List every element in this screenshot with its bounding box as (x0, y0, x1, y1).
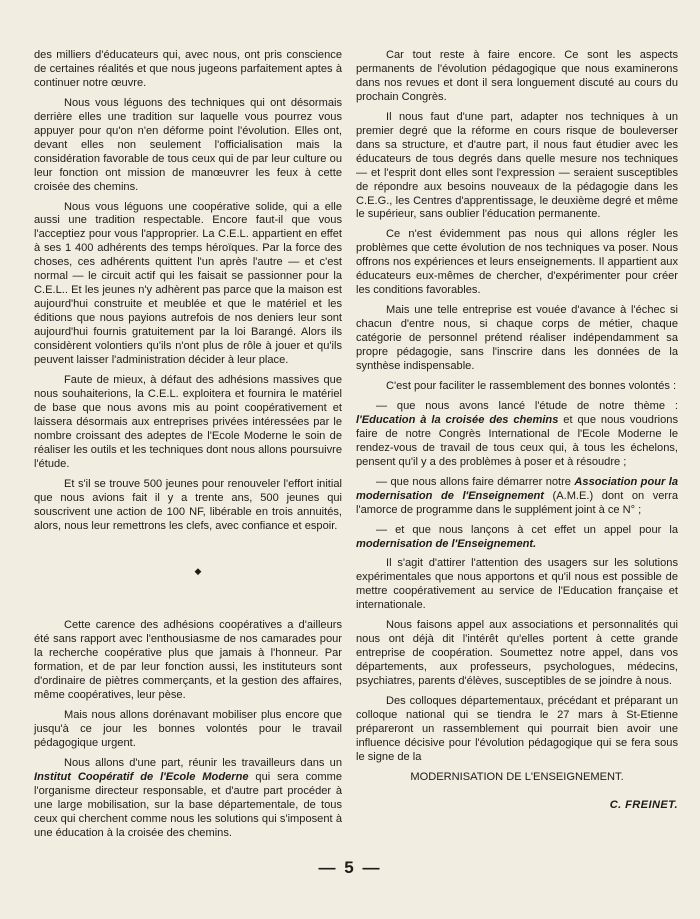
paragraph: C'est pour faciliter le rassemblement des bonnes volontés : (386, 379, 677, 392)
page-number: — 5 — (318, 858, 382, 877)
paragraph: Mais une telle entreprise est vouée d'avance à l'échec si chacun d'entre nous, si chaque corps de métier, chaque catégorie de personnel prétend réaliser indépendamment sa propre pédagogie, sans l'inscrire dans les données de la synthèse indispensable. (356, 304, 678, 373)
closing-caps-line: MODERNISATION DE L'ENSEIGNEMENT. (410, 770, 624, 783)
paragraph: Nous vous léguons une coopérative solide, qui a elle aussi une tradition respectable. Encore faut-il que vous l'acceptiez pour vous l'approprier. La C.E.L. appartient en effet à ses 1 400 adhérents des temps héroïques. Par la force des choses, ces adhérents quittent l'un après l'autre — et c'est normal — le circuit actif qui les faisait se passionner pour la C.E.L.. Et les jeunes n'y adhèrent pas parce que la maison est aujourd'hui construite et meublée et que le matériel et les éditions que nous payions autrefois de nos deniers leur sont aujourd'hui fournis gratuitement par la loi Barangé. Alors ils considèrent volontiers qu'ils n'ont plus de rôle à jouer et qu'ils peuvent laisser l'administration décider à leur place. (34, 200, 342, 367)
paragraph: Des colloques départementaux, précédant et préparant un colloque national qui se tiendra le 27 mars à St-Etienne prépareront un rassemblement qui pourrait bien avoir une influence décisive pour l'évolution pédagogique qui se fera sous le signe de la (356, 695, 678, 763)
institute-name: Institut Coopératif de l'Ecole Moderne (34, 770, 249, 783)
paragraph: Nous faisons appel aux associations et personnalités qui nous ont déjà dit l'intérêt qu'elles portent à cette grande entreprise de coopération. Soumettez notre appel, dans vos départements, aux professeurs, psychologues, médecins, psychiatres, parents d'élèves, susceptibles de se joindre à nous. (356, 619, 678, 688)
theme-title: l'Education à la croisée des chemins (356, 413, 559, 426)
paragraph: Car tout reste à faire encore. Ce sont les aspects permanents de l'évolution pédagogique que nous examinerons dans nos revues et dont il sera longuement discuté au cours du prochain Congrès. (356, 49, 678, 103)
appeal-title: modernisation de l'Enseignement. (356, 537, 537, 550)
paragraph: Nous vous léguons des techniques qui ont désormais derrière elles une tradition sur laquelle vous pourrez vous appuyer pour qu'on n'en déforme point l'évolution. Elles ont, devant elles non seulement l'officialisation mais la considération favorable de tous ceux qui de par leur culture ou leur fonction ont mission de manœuvrer les feux à cette croisée des chemins. (34, 96, 342, 193)
list-item (356, 524, 678, 552)
text-run: — que nous avons lancé l'étude de notre thème : (376, 399, 678, 412)
paragraph: Mais nous allons dorénavant mobiliser plus encore que jusqu'à ce jour les bonnes volontés pour le travail pédagogique urgent. (34, 709, 342, 750)
paragraph: Il s'agit d'attirer l'attention des usagers sur les solutions expérimentales que nous apportons et qu'il nous est possible de mettre coopérativement au service de l'Education française et internationale. (356, 557, 678, 612)
list-item (356, 476, 678, 518)
section-separator (34, 565, 342, 579)
paragraph: Cette carence des adhésions coopératives a d'ailleurs été sans rapport avec l'enthousiasme de nos camarades pour la recherche coopérative plus que jamais à l'honneur. Par formation, et de par leur fonction aussi, les instituteurs sont d'ordinaire de piètres commerçants, et la gestion des affaires, même coopératives, leur pèse. (34, 619, 342, 702)
signature: C. FREINET. (609, 798, 678, 811)
text-run: (A.M.E.) dont on verra l'amorce de programme dans le supplément joint à ce N° ; (356, 489, 678, 516)
association-name: Association pour la modernisation de l'Enseignement (356, 475, 678, 502)
paragraph: Il nous faut d'une part, adapter nos techniques à un premier degré que la réforme en cours risque de bouleverser dans sa structure, et d'autre part, il nous faut étudier avec les éducateurs de tous degrés dans quelle mesure nos techniques — et l'esprit dont elles sont l'expression — seraient susceptibles de répondre aux besoins nouveaux de la pédagogie dans les C.E.G., les Centres d'apprentissage, le deuxième degré et même le supérieur, sans oublier l'éducation permanente. (356, 110, 678, 221)
paragraph: Et s'il se trouve 500 jeunes pour renouveler l'effort initial que nous avions fait il y a trente ans, 500 jeunes qui souscrivent une action de 100 NF, libérable en trois annuités, alors, nous leur remettrons les clefs, avec confiance et espoir. (34, 477, 342, 532)
paragraph (34, 757, 342, 841)
text-run: qui sera comme l'organisme directeur responsable, et d'autre part procéder à une large mobilisation, sur la base départementale, de tous ceux qui cherchent comme nous les solutions qui s'imposent à une éducation à la croisée des chemins. (34, 770, 342, 839)
right-column (356, 49, 678, 819)
paragraph: Faute de mieux, à défaut des adhésions massives que nous souhaiterions, la C.E.L. exploitera et fournira le matériel de base que nous avons mis au point coopérativement et laissera désormais aux entreprises privées intéressées par le nombre croissant des adeptes de l'Ecole Moderne le soin de réaliser les outils et les techniques dont nous allons poursuivre l'étude. (34, 373, 342, 470)
text-run: Nous allons d'une part, réunir les travailleurs dans un (64, 756, 342, 769)
paragraph: des milliers d'éducateurs qui, avec nous, ont pris conscience de certaines réalités et que nous jugeons parfaitement aptes à continuer notre œuvre. (34, 49, 342, 89)
paragraph: Ce n'est évidemment pas nous qui allons régler les problèmes que cette évolution de nos techniques va poser. Nous offrons nos expériences et leurs enseignements. Il appartient aux éducateurs eux-mêmes de chercher, d'expérimenter pour créer les conditions favorables. (356, 228, 678, 297)
text-run: — et que nous lançons à cet effet un appel pour la (376, 523, 678, 536)
text-run: et que nous voudrions faire de notre Congrès International de l'Ecole Moderne le rendez-vous de travail de tous ceux qui, à tous les échelons, pensent qu'il y a des problèmes à poser et à résoudre ; (356, 413, 678, 468)
diamond-icon: ◆ (194, 566, 202, 577)
text-run: — que nous allons faire démarrer notre (376, 475, 575, 488)
left-column (34, 49, 342, 847)
list-item (356, 400, 678, 470)
